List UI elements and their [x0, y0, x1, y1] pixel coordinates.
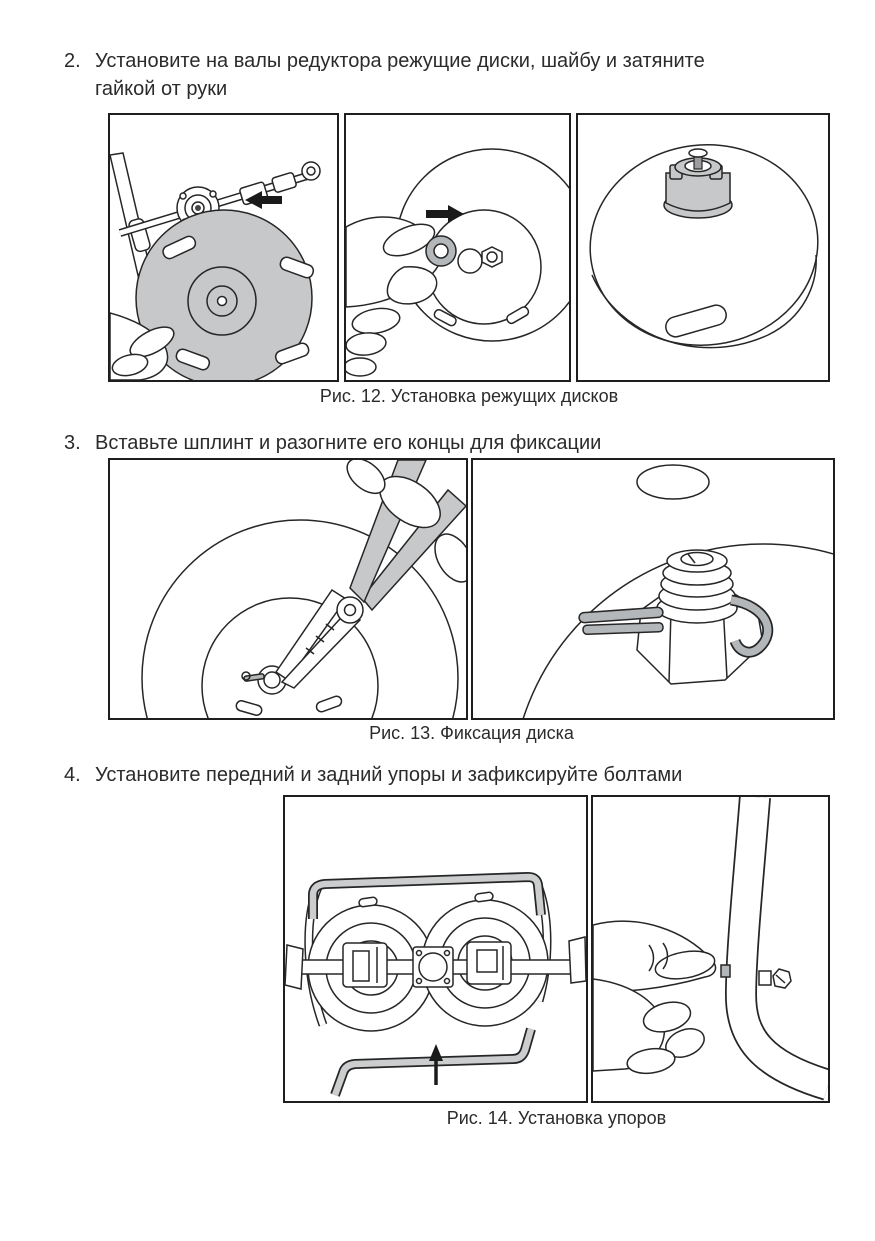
- washer: [426, 236, 456, 266]
- step-text: Установите передний и задний упоры и зафиксируйте болтами: [95, 764, 683, 786]
- figure-13-caption: Рис. 13. Фиксация диска: [369, 723, 574, 743]
- step-text: Установите на валы редуктора режущие диски, шайбу и затяните гайкой от руки: [95, 50, 705, 100]
- figure-14-caption: Рис. 14. Установка упоров: [446, 1108, 667, 1128]
- step-item-2: [64, 47, 720, 103]
- stop-tube: [741, 797, 828, 1085]
- right-clamp: [467, 942, 511, 984]
- figure-13: [108, 458, 835, 720]
- step-number: 4.: [64, 764, 81, 786]
- stops-installation-illustration: [285, 797, 586, 1101]
- figure-13-panel-1: [108, 458, 468, 720]
- bolt-tip: [721, 965, 730, 977]
- rear-stop-bar: [335, 1029, 531, 1095]
- step-item-4: [64, 761, 682, 789]
- bolt-fixing-illustration: [593, 797, 828, 1101]
- step-text: Вставьте шплинт и разогните его концы для фиксации: [95, 432, 602, 454]
- step-item-3: [64, 429, 601, 457]
- left-clamp: [343, 943, 387, 987]
- figure-14-panel-1: [283, 795, 588, 1103]
- figure-14-panel-2: [591, 795, 830, 1103]
- center-gearbox: [413, 947, 453, 987]
- figure-12: [108, 113, 830, 382]
- bolt: [759, 969, 791, 988]
- cutting-disc-on-shaft-illustration: [110, 115, 337, 380]
- figure-12-panel-1: [108, 113, 339, 382]
- cotter-pin-bent-illustration: [473, 460, 833, 718]
- figure-12-caption: Рис. 12. Установка режущих дисков: [319, 386, 619, 406]
- hand-holding-washer: [346, 217, 440, 376]
- disc-with-castle-nut-illustration: [578, 115, 828, 380]
- step-number: 2.: [64, 50, 81, 72]
- figure-12-panel-3: [576, 113, 830, 382]
- figure-13-panel-2: [471, 458, 835, 720]
- pliers-cotter-pin-illustration: [110, 460, 466, 718]
- figure-12-panel-2: [344, 113, 571, 382]
- washer-installation-illustration: [346, 115, 569, 380]
- step-number: 3.: [64, 432, 81, 454]
- figure-14: [283, 795, 830, 1103]
- hand: [593, 921, 717, 1076]
